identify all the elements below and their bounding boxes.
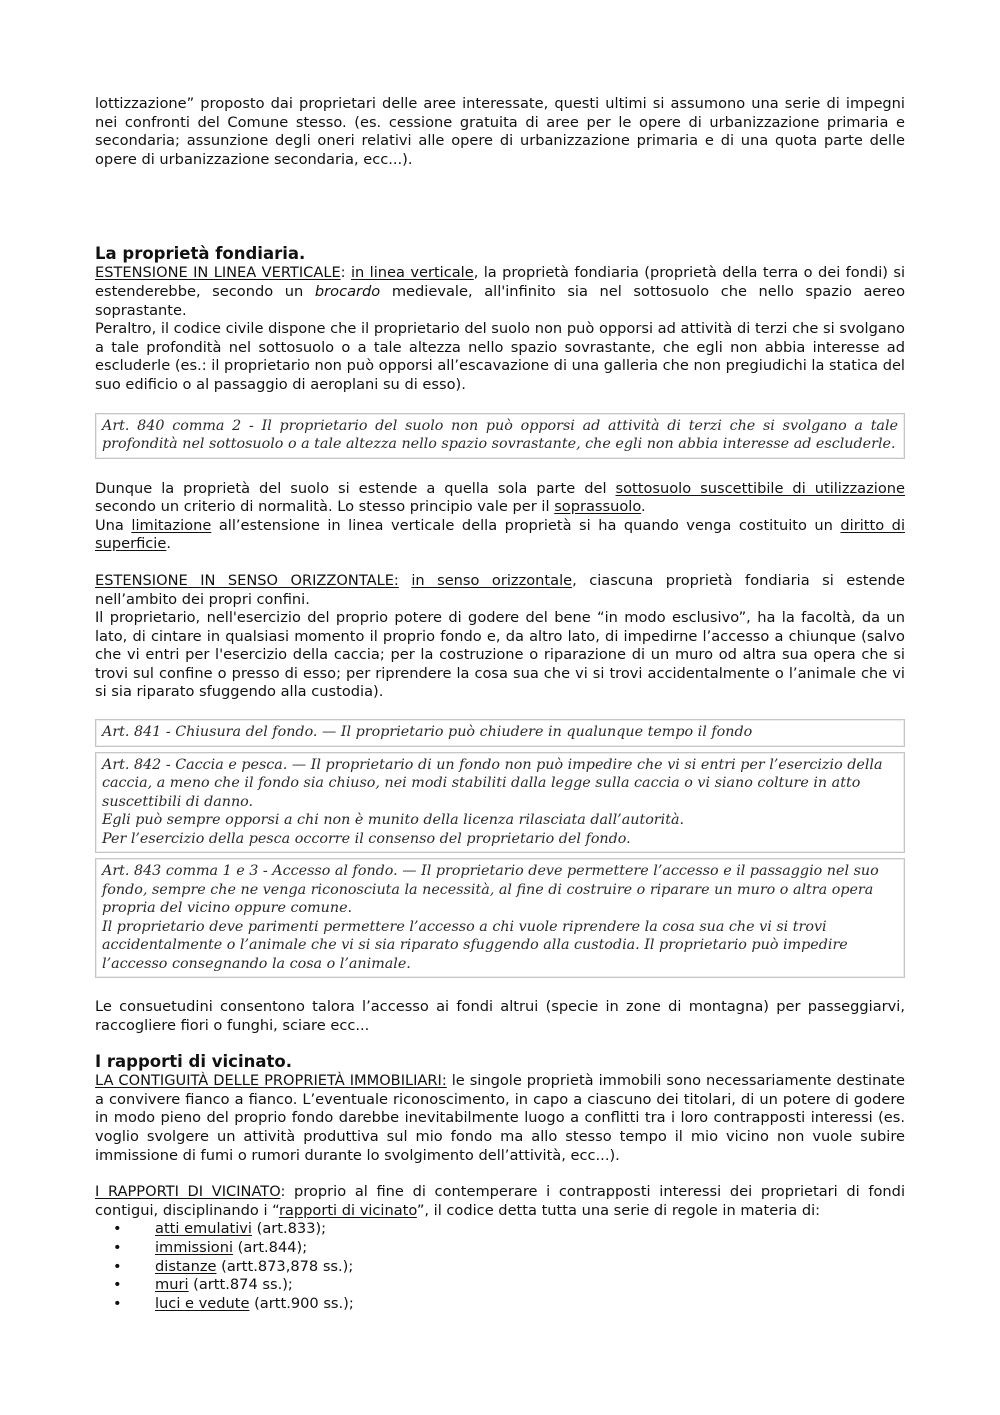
bullet-icon: • — [113, 1220, 122, 1238]
list-item: • distanze (artt.873,878 ss.); — [113, 1257, 354, 1275]
quote-art-841 — [95, 719, 905, 747]
term-senso-orizzontale: in senso orizzontale — [411, 571, 573, 589]
quote-art-842 — [95, 752, 905, 854]
bullet-icon: • — [113, 1239, 122, 1256]
quote-art-842-line-2: Egli può sempre opporsi a chi non è munito della licenza rilasciata dall’autorità. — [102, 812, 685, 829]
paragraph-horizontal-extension: ESTENSIONE IN SENSO ORIZZONTALE: in senso orizzontale, ciascuna proprietà fondiaria si estende nell’ambito dei propri confini. — [95, 571, 905, 608]
quote-art-843-line-1: Art. 843 comma 1 e 3 - Accesso al fondo. — Il proprietario deve permettere l’accesso e il passaggio nel suo fondo, sempre che ne venga riconosciuta la necessità, al fine di costruire o riparare un muro o altra opera propria del vicino oppure comune. — [102, 863, 879, 917]
paragraph-vertical-extension: ESTENSIONE IN LINEA VERTICALE: in linea verticale, la proprietà fondiaria (proprietà della terra o dei fondi) si estenderebbe, secondo un brocardo medievale, all'infinito sia nel sottosuolo che nello spazio aereo soprastante. — [95, 264, 905, 319]
term-brocardo: brocardo — [314, 282, 381, 300]
quote-art-843-line-2: Il proprietario deve parimenti permettere l’accesso a chi vuole riprendere la cosa sua che vi si trovi accidentalmente o l’animale che vi si sia riparato sfuggendo alla custodia. Il proprietario può impedire l’accesso consegnando la cosa o l’animale. — [102, 918, 848, 972]
heading-vertical-extension: ESTENSIONE IN LINEA VERTICALE — [95, 264, 341, 282]
term-rapporti-vicinato: rapporti di vicinato — [278, 1201, 417, 1219]
quote-art-842-line-1: Art. 842 - Caccia e pesca. — Il proprietario di un fondo non può impedire che vi si entri per l’esercizio della caccia, a meno che il fondo sia chiuso, nei modi stabiliti dalla legge sulla caccia o vi siano colture in atto suscettibili di danno. — [102, 756, 883, 810]
term-limitazione: limitazione — [131, 516, 212, 534]
term-linea-verticale: in linea verticale — [350, 264, 474, 282]
paragraph-peraltro: Peraltro, il codice civile dispone che il proprietario del suolo non può opporsi ad attività di terzi che si svolgano a tale profondità nel sottosuolo o a tale altezza nello spazio sovrastante, che egli non abbia interesse ad escluderle (es.: il proprietario non può opporsi all’escavazione di una galleria che non pregiudichi la statica del suo edificio o al passaggio di aeroplani su di esso). — [95, 320, 905, 393]
quote-art-840 — [95, 413, 905, 459]
paragraph-consuetudini: Le consuetudini consentono talora l’accesso ai fondi altrui (specie in zone di montagna) per passeggiarvi, raccogliere fiori o funghi, sciare ecc... — [95, 998, 905, 1034]
bullet-icon: • — [113, 1276, 122, 1294]
section-title-proprieta-fondiaria: La proprietà fondiaria. — [95, 244, 306, 264]
list-item: • muri (artt.874 ss.); — [113, 1276, 293, 1294]
quote-art-840-text: Art. 840 comma 2 - Il proprietario del suolo non può opporsi ad attività di terzi che si svolgano a tale profondità nel sottosuolo o a tale altezza nello spazio sovrastante, che egli non abbia interesse ad escluderle. — [102, 417, 898, 453]
quote-art-843 — [95, 858, 905, 978]
heading-contiguita: LA CONTIGUITÀ DELLE PROPRIETÀ IMMOBILIARI: — [95, 1072, 447, 1090]
spacer — [95, 169, 905, 244]
paragraph-rapporti: I RAPPORTI DI VICINATO: proprio al fine di contemperare i contrapposti interessi dei proprietari di fondi contigui, disciplinando i “rapporti di vicinato”, il codice detta tutta una serie di regole in materia di: — [95, 1183, 905, 1219]
heading-rapporti-vicinato: I RAPPORTI DI VICINATO — [95, 1183, 281, 1201]
term-sottosuolo: sottosuolo suscettibile di utilizzazione — [615, 479, 905, 497]
heading-horizontal-extension: ESTENSIONE IN SENSO ORIZZONTALE: — [95, 571, 399, 589]
paragraph-contiguita: LA CONTIGUITÀ DELLE PROPRIETÀ IMMOBILIARI: le singole proprietà immobili sono necessariamente destinate a convivere fianco a fianco. L’eventuale riconoscimento, in capo a ciascuno dei titolari, di un potere di godere in modo pieno del proprio fondo darebbe inevitabilmente luogo a conflitti tra i loro contrapposti interessi (es. voglio svolgere un attività produttiva sul mio fondo ma allo stesso tempo il mio vicino non vuole subire immissione di fumi o rumori durante lo svolgimento dell’attività, ecc...). — [95, 1072, 906, 1164]
quote-art-842-line-3: Per l’esercizio della pesca occorre il consenso del proprietario del fondo. — [102, 830, 631, 847]
list-item: • immissioni (art.844); — [113, 1239, 308, 1256]
list-item: • atti emulativi (art.833); — [113, 1220, 327, 1238]
paragraph-limitazione: Una limitazione all’estensione in linea verticale della proprietà si ha quando venga costituito un diritto di superficie. — [95, 516, 905, 553]
paragraph-proprietario: Il proprietario, nell'esercizio del proprio potere di godere del bene “in modo esclusivo”, ha la facoltà, da un lato, di cintare in qualsiasi momento il proprio fondo e, da altro lato, di impedirne l’accesso a chiunque (salvo che vi entri per l'esercizio della caccia; per la costruzione o riparazione di un muro od altra sua opera che si trovi sul confine o presso di esso; per riprendere la cosa sua che vi si trovi accidentalmente o l’animale che vi si sia riparato sfuggendo alla custodia). — [95, 609, 905, 701]
bullet-icon: • — [113, 1257, 122, 1275]
term-soprassuolo: soprassuolo — [554, 498, 642, 516]
document-body — [95, 95, 905, 1313]
intro-paragraph: lottizzazione” proposto dai proprietari delle aree interessate, questi ultimi si assumono una serie di impegni nei confronti del Comune stesso. (es. cessione gratuita di aree per le opere di urbanizzazione primaria e secondaria; assunzione degli oneri relativi alle opere di urbanizzazione primaria e di una quota parte delle opere di urbanizzazione secondaria, ecc...). — [95, 95, 905, 168]
bullet-icon: • — [113, 1294, 122, 1312]
paragraph-dunque: Dunque la proprietà del suolo si estende a quella sola parte del sottosuolo suscettibile di utilizzazione secondo un criterio di normalità. Lo stesso principio vale per il soprassuolo. — [95, 479, 905, 516]
rules-list — [95, 1220, 905, 1313]
quote-art-841-text: Art. 841 - Chiusura del fondo. — Il proprietario può chiudere in qualunque tempo il fondo — [102, 724, 753, 741]
section-title-rapporti-vicinato: I rapporti di vicinato. — [95, 1052, 292, 1072]
list-item: • luci e vedute (artt.900 ss.); — [113, 1294, 354, 1312]
term-diritto-di-superficie: diritto di superficie — [95, 516, 905, 553]
